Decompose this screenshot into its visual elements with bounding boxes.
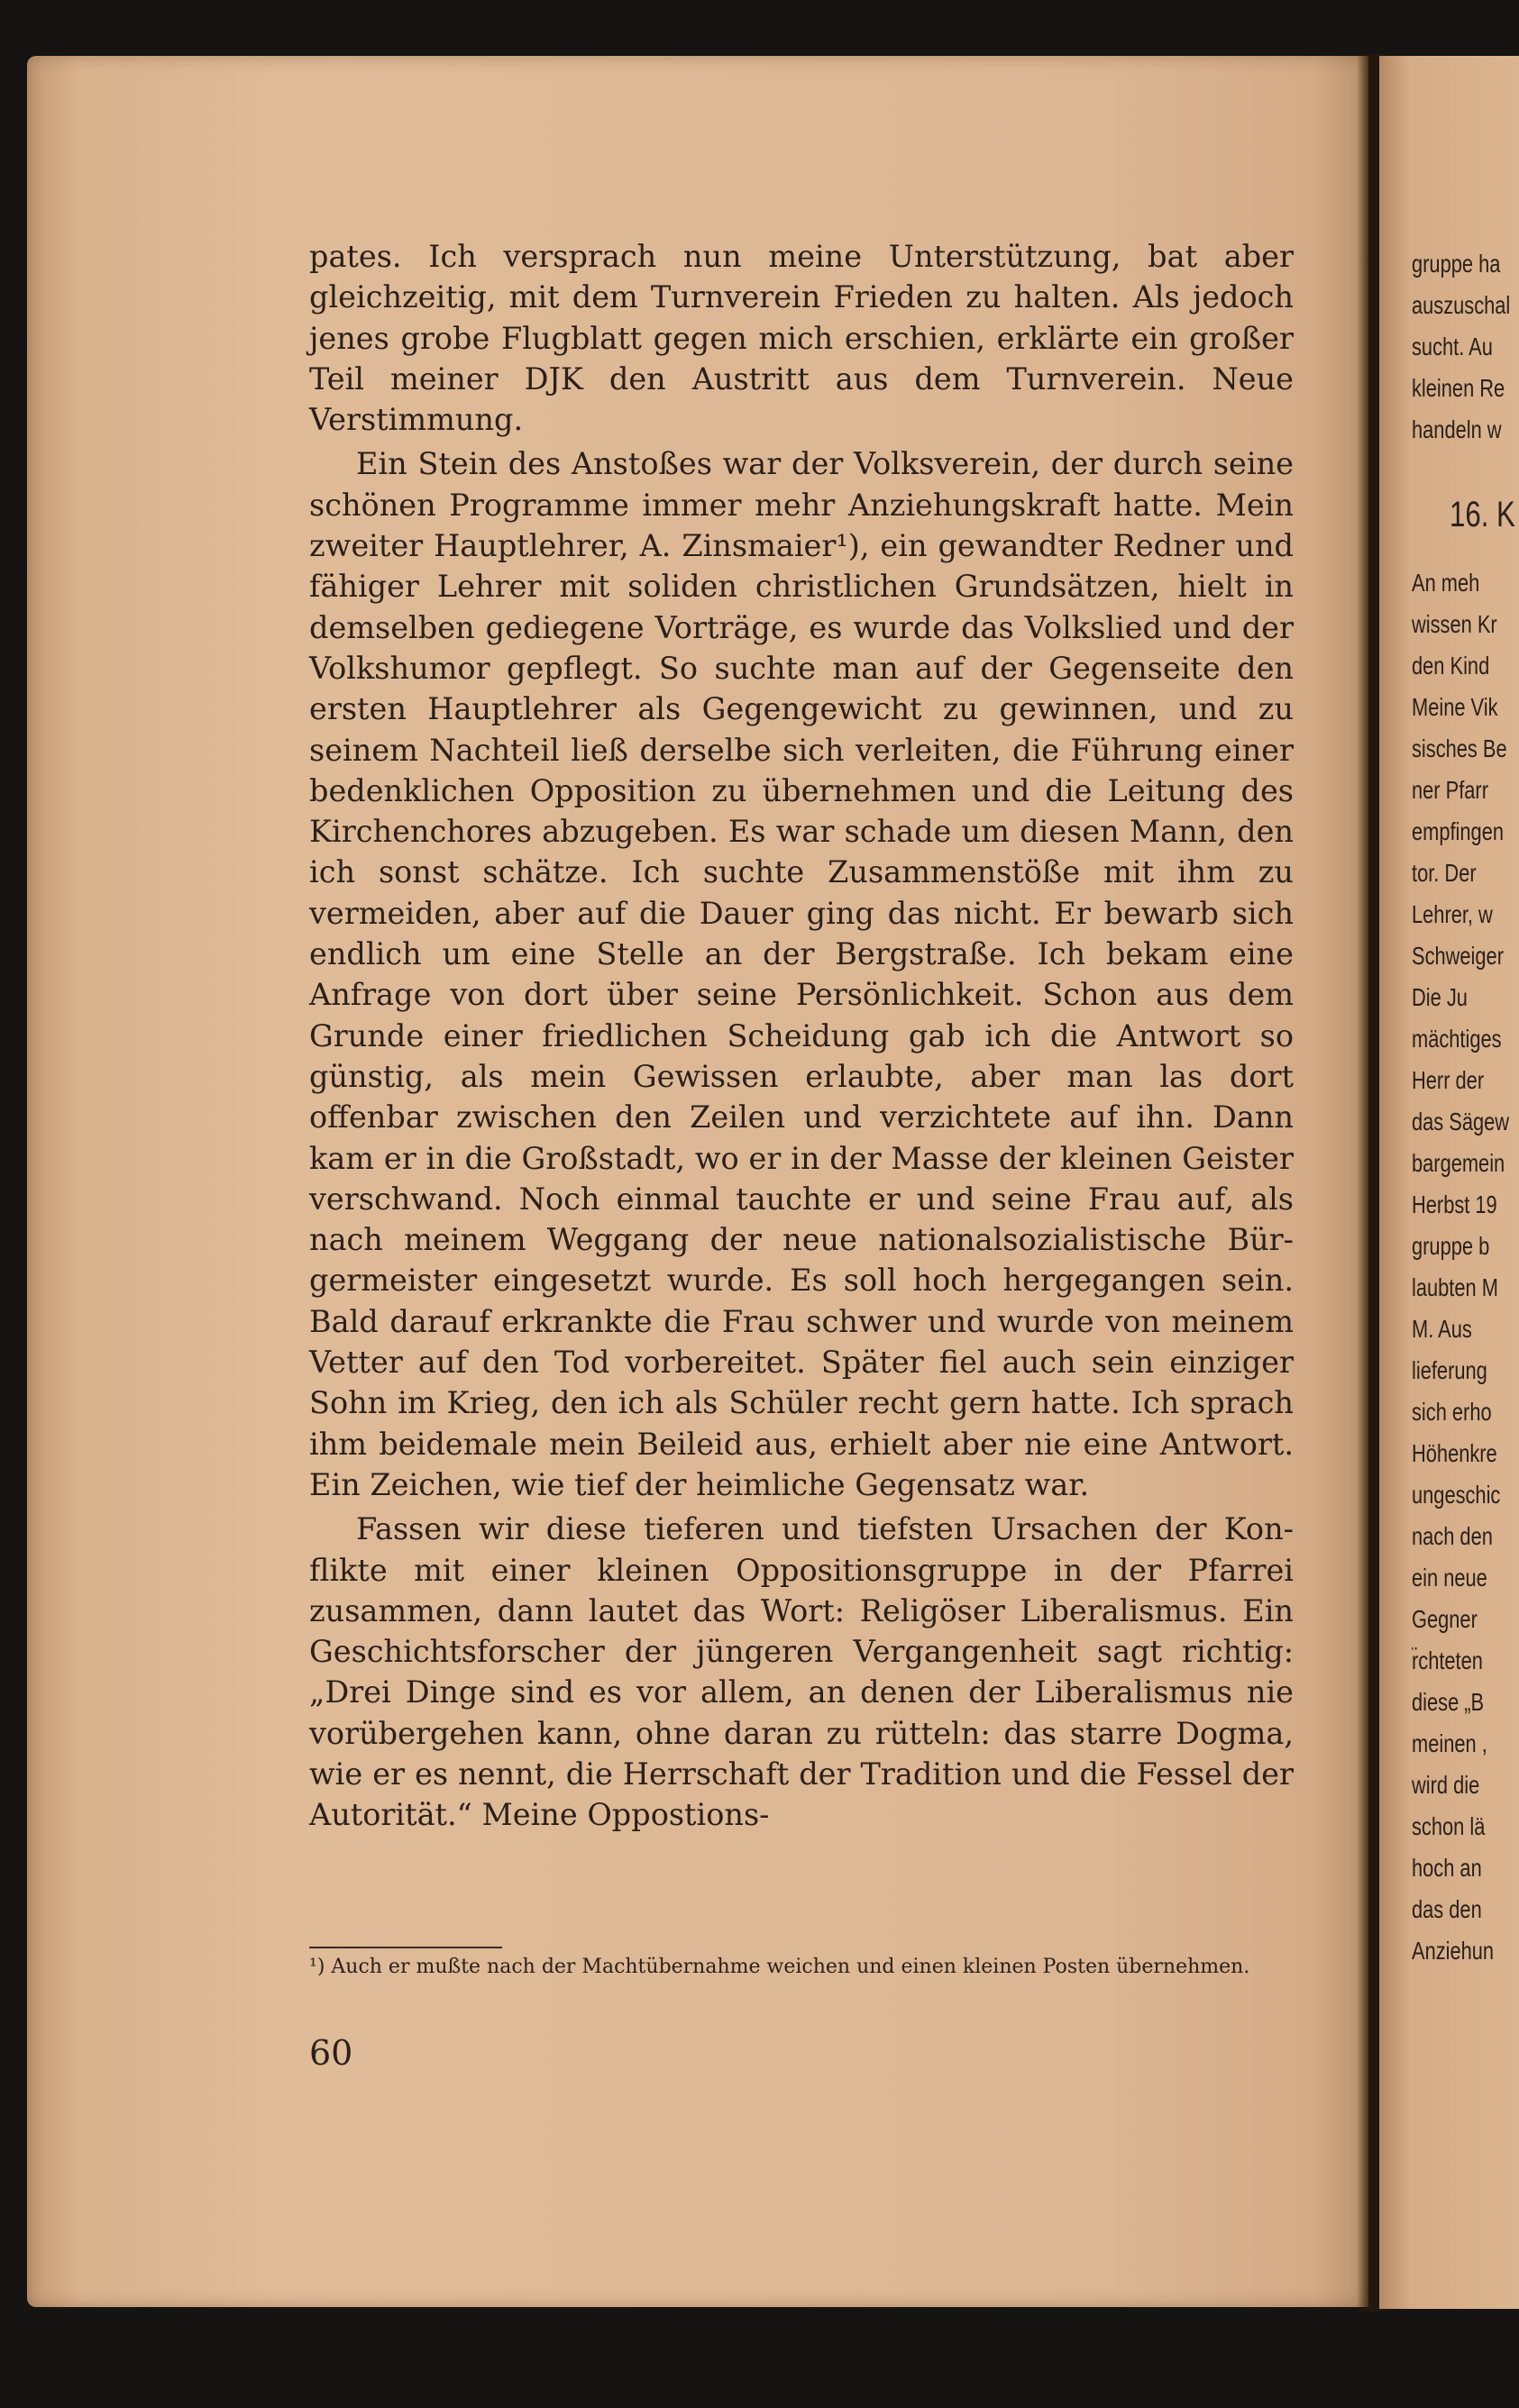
facing-line: r̈chteten: [1412, 1646, 1483, 1674]
facing-line: Anziehun: [1412, 1937, 1495, 1965]
facing-line: Die Ju: [1412, 983, 1468, 1011]
facing-line: Lehrer, w: [1412, 900, 1493, 928]
facing-line: Gegner: [1412, 1605, 1478, 1633]
facing-line: das den: [1412, 1895, 1482, 1923]
facing-line: Herr der: [1412, 1066, 1485, 1094]
facing-line: An meh: [1412, 569, 1480, 597]
facing-line: lieferung: [1412, 1356, 1487, 1384]
facing-chapter-heading: 16. K: [1450, 495, 1515, 534]
page-number: 60: [309, 2033, 353, 2073]
facing-line: handeln w: [1412, 415, 1502, 443]
facing-line: Höhenkre: [1412, 1439, 1497, 1467]
facing-line: tor. Der: [1412, 859, 1477, 887]
facing-line: den Kind: [1412, 652, 1490, 680]
footnote: ¹) Auch er mußte nach der Machtübernahme weichen und einen kleinen Posten übernehmen.: [309, 1956, 1250, 1978]
facing-line: sich erho: [1412, 1398, 1492, 1426]
page-body-text: [309, 236, 1294, 1839]
facing-line: meinen ,: [1412, 1729, 1487, 1757]
facing-line: Schweiger: [1412, 942, 1504, 970]
paragraph-2: Ein Stein des Anstoßes war der Volksverein, der durch seine schönen Programme immer mehr Anziehungskraft hatte. Mein zweiter Hauptlehrer, A. Zinsmaier¹), ein gewandter Redner und fähiger Lehrer mit soliden christlichen Grundsätzen, hielt in demselben gediegene Vorträge, es wurde das Volkslied und der Volkshumor gepflegt. So suchte man auf der Gegenseite den ersten Hauptlehrer als Gegengewicht zu gewinnen, und zu seinem Nachteil ließ derselbe sich verleiten, die Führung einer bedenklichen Opposition zu übernehmen und die Leitung des Kirchenchores abzugeben. Es war schade um diesen Mann, den ich sonst schätze. Ich suchte Zusammenstöße mit ihm zu vermeiden, aber auf die Dauer ging das nicht. Er bewarb sich endlich um eine Stelle an der Bergstraße. Ich bekam eine Anfrage von dort über seine Persönlichkeit. Schon aus dem Grunde einer friedlichen Scheidung gab ich die Antwort so günstig, als mein Gewissen erlaubte, aber man las dort offenbar zwischen den Zeilen und verzichtete auf ihn. Dann kam er in die Großstadt, wo er in der Masse der kleinen Geister verschwand. Noch einmal tauchte er und seine Frau auf, als nach meinem Weggang der neue nationalsozialistische Bürgermeister eingesetzt wurde. Es soll hoch hergegangen sein. Bald darauf erkrankte die Frau schwer und wurde von meinem Vetter auf den Tod vorbereitet. Später fiel auch sein einziger Sohn im Krieg, den ich als Schüler recht gern hatte. Ich sprach ihm beidemale mein Beileid aus, erhielt aber nie eine Antwort. Ein Zeichen, wie tief der heimliche Gegensatz war.: [309, 446, 1294, 1502]
facing-line: sucht. Au: [1412, 333, 1493, 360]
facing-line: wird die: [1412, 1771, 1480, 1799]
paragraph-1: pates. Ich versprach nun meine Unterstützung, bat aber gleichzeitig, mit dem Turnverein Frieden zu halten. Als jedoch jenes grobe Flugblatt gegen mich erschien, erklärte ein großer Teil meiner DJK den Austritt aus dem Turnverein. Neue Verstimmung.: [309, 239, 1294, 438]
facing-line: diese „B: [1412, 1688, 1485, 1716]
facing-line: Herbst 19: [1412, 1190, 1497, 1218]
facing-line: wissen Kr: [1412, 610, 1497, 638]
facing-line: kleinen Re: [1412, 374, 1505, 402]
facing-line: auszuschal: [1412, 291, 1511, 319]
facing-line: ungeschic: [1412, 1481, 1501, 1509]
facing-line: M. Aus: [1412, 1315, 1472, 1343]
facing-line: schon lä: [1412, 1812, 1486, 1840]
facing-line: laubten M: [1412, 1273, 1498, 1301]
facing-line: empfingen: [1412, 817, 1504, 845]
paragraph-3: Fassen wir diese tieferen und tiefsten Ursachen der Konflikte mit einer kleinen Oppositionsgruppe in der Pfarrei zusammen, dann lautet das Wort: Religöser Liberalismus. Ein Geschichtsforscher der jüngeren Vergangenheit sagt richtig: „Drei Dinge sind es vor allem, an denen der Liberalismus nie vorübergehen kann, ohne daran zu rütteln: das starre Dogma, wie er es nennt, die Herrschaft der Tradition und die Fessel der Autorität.“ Meine Oppostions-: [309, 1511, 1294, 1833]
facing-page-fragment: [1412, 243, 1519, 1972]
facing-line: das Sägew: [1412, 1108, 1510, 1136]
facing-line: mächtiges: [1412, 1025, 1502, 1053]
facing-line: ein neue: [1412, 1564, 1487, 1592]
footnote-divider: [309, 1947, 502, 1948]
facing-line: sisches Be: [1412, 734, 1507, 762]
facing-line: bargemein: [1412, 1149, 1505, 1177]
facing-line: ner Pfarr: [1412, 776, 1488, 804]
facing-line: gruppe ha: [1412, 250, 1501, 278]
facing-line: gruppe b: [1412, 1232, 1490, 1260]
facing-line: hoch an: [1412, 1854, 1482, 1882]
facing-line: Meine Vik: [1412, 693, 1498, 721]
facing-line: nach den: [1412, 1522, 1493, 1550]
